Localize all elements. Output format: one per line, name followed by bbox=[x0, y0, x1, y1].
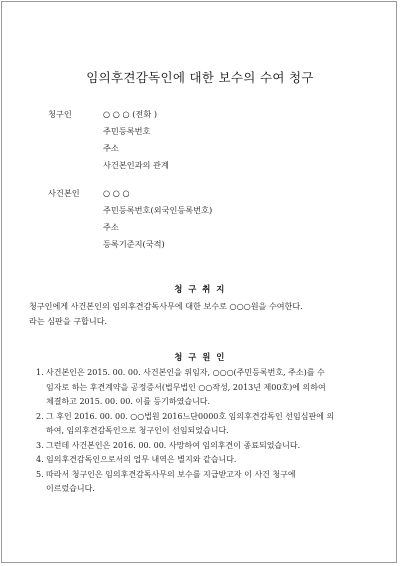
purpose-heading: 청 구 취 지 bbox=[174, 284, 226, 294]
claimant-resident-number: 주민등록번호 bbox=[103, 126, 151, 136]
reason-item bbox=[36, 468, 366, 497]
purpose-text bbox=[29, 299, 369, 328]
document-page bbox=[1, 1, 397, 563]
reason-text bbox=[46, 439, 366, 454]
reason-text bbox=[46, 366, 366, 410]
reason-item bbox=[36, 410, 366, 439]
reason-line: 하여, 임의후견감독인으로 청구인이 선임되었습니다. bbox=[46, 426, 229, 435]
claimant-address: 주소 bbox=[103, 143, 119, 153]
reason-item bbox=[36, 366, 366, 410]
principal-registration-base: 등록기준지(국적) bbox=[103, 239, 165, 249]
reason-line: 임자로 하는 후견계약을 공정증서(법무법인 ○○작성, 2013년 제00호)에 의하여 bbox=[46, 382, 326, 392]
principal-resident-number: 주민등록번호(외국인등록번호) bbox=[103, 205, 213, 215]
reason-item bbox=[36, 453, 366, 468]
reason-number: 2. bbox=[36, 411, 44, 421]
reasons-heading: 청 구 원 인 bbox=[174, 352, 226, 362]
reason-number: 5. bbox=[36, 469, 44, 479]
principal-label: 사건본인 bbox=[48, 188, 80, 198]
reason-line: 따라서 청구인은 임의후견감독사무의 보수를 지급받고자 이 사건 청구에 bbox=[46, 469, 296, 479]
reason-line: 그런데 사건본인은 2016. 00. 00. 사망하여 임의후견이 종료되었습니다. bbox=[46, 440, 301, 450]
reason-number: 1. bbox=[36, 368, 44, 377]
document-title: 임의후견감독인에 대한 보수의 수여 청구 bbox=[86, 70, 314, 85]
claimant-label: 청구인 bbox=[48, 109, 72, 119]
reason-number: 4. bbox=[36, 455, 44, 464]
reason-line: 이르렀습니다. bbox=[46, 484, 95, 493]
purpose-line: 라는 심판을 구합니다. bbox=[29, 315, 108, 326]
principal-name: ○ ○ ○ bbox=[103, 188, 130, 198]
reasons-list bbox=[36, 366, 366, 497]
claimant-relationship: 사건본인과의 관계 bbox=[103, 160, 169, 170]
reason-line: 임의후견감독인으로서의 업무 내역은 별지와 같습니다. bbox=[46, 455, 237, 464]
claimant-name-phone: ○ ○ ○ (전화 ) bbox=[103, 109, 158, 119]
reason-text bbox=[46, 453, 366, 468]
reason-line: 사건본인은 2015. 00. 00. 사건본인을 위임자, ○○○(주민등록번호, 주소)를 수 bbox=[46, 368, 325, 377]
purpose-line: 청구인에게 사건본인의 임의후견감독사무에 대한 보수로 ○○○원을 수여한다. bbox=[29, 301, 303, 311]
reason-item bbox=[36, 439, 366, 454]
reason-number: 3. bbox=[36, 440, 44, 450]
reason-text bbox=[46, 468, 366, 497]
reason-line: 체결하고 2015. 00. 00. 이를 등기하였습니다. bbox=[46, 397, 211, 406]
principal-address: 주소 bbox=[103, 222, 119, 232]
reason-line: 그 후인 2016. 00. 00. ○○법원 2016느단0000호 임의후견감독인 선임심판에 의 bbox=[46, 411, 335, 421]
reason-text bbox=[46, 410, 366, 439]
